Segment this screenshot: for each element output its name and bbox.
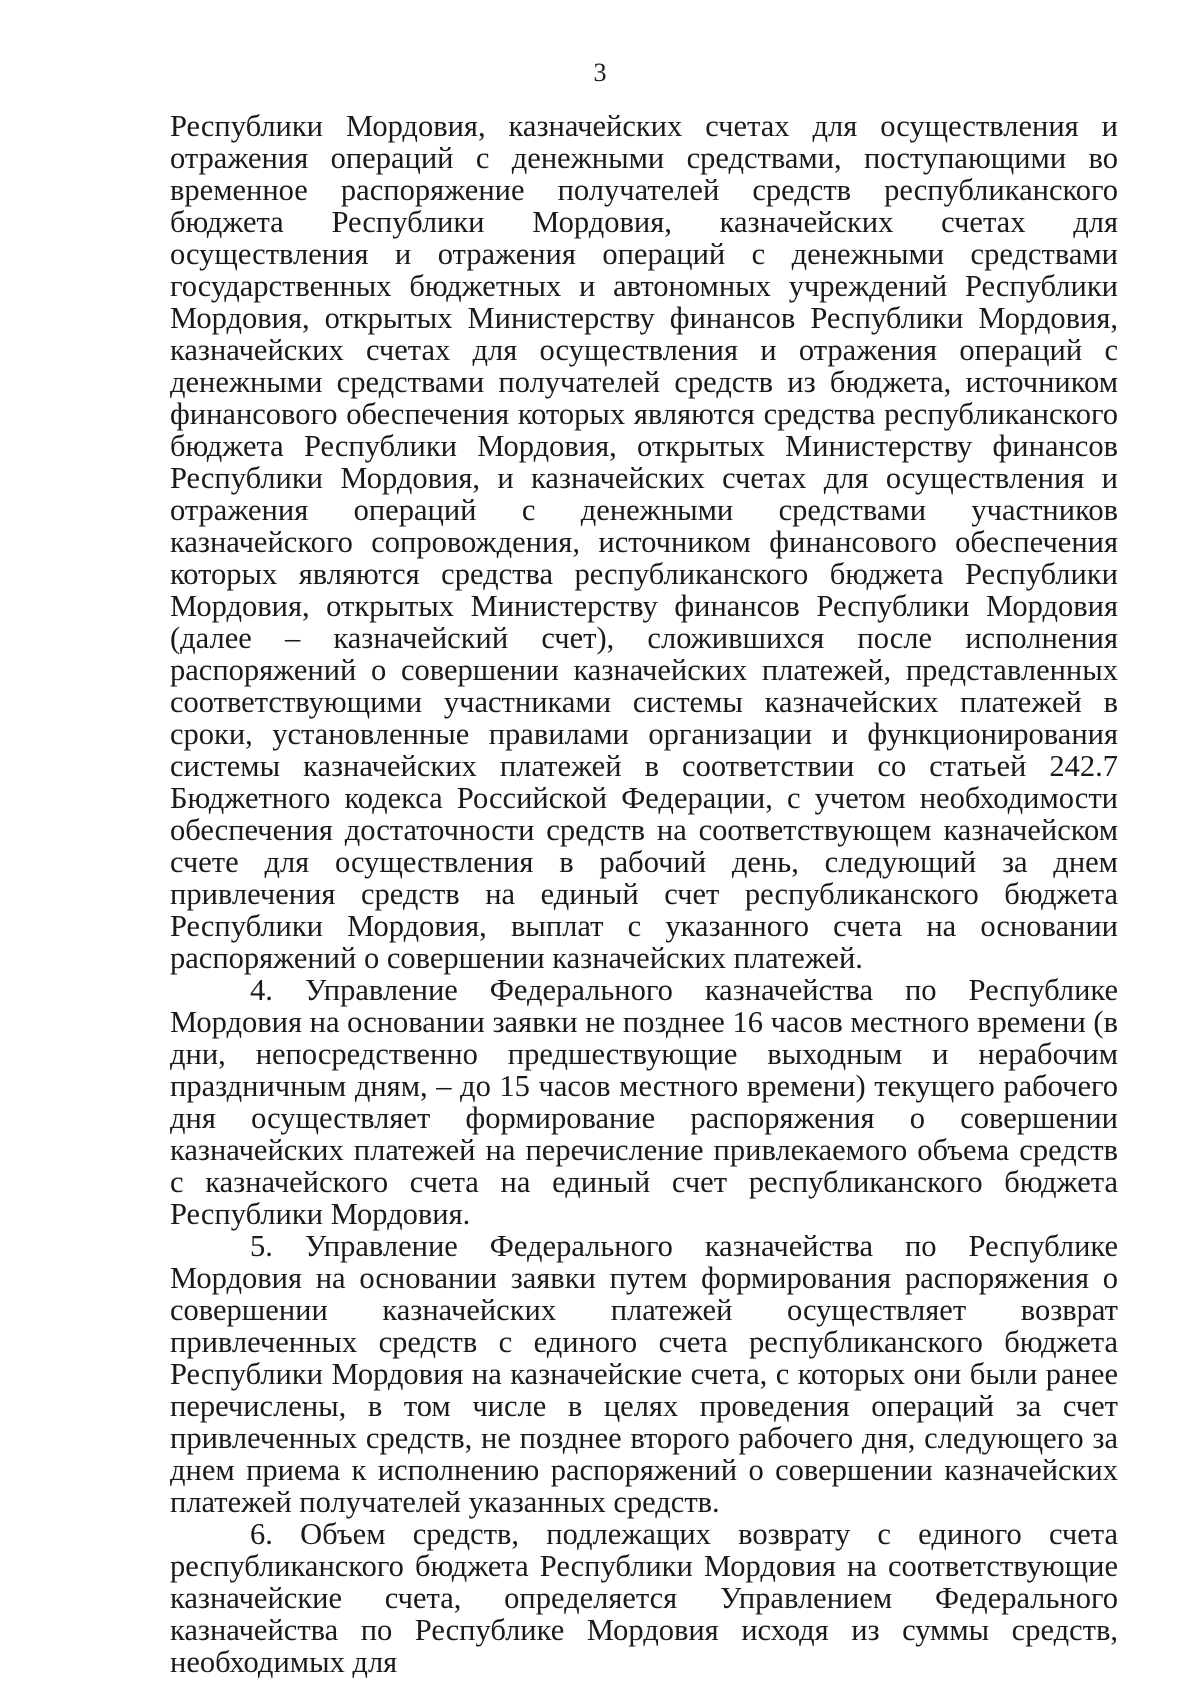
page-number: 3 [593, 58, 607, 87]
document-body [170, 110, 1118, 1678]
paragraph-item-4: 4. Управление Федерального казначейства по Республике Мордовия на основании заявки не позднее 16 часов местного времени (в дни, непосредственно предшествующие выходным и нерабочим праздничным дням, – до 15 часов местного времени) текущего рабочего дня осуществляет формирование распоряжения о совершении казначейских платежей на перечисление привлекаемого объема средств с казначейского счета на единый счет республиканского бюджета Республики Мордовия. [170, 973, 1118, 1231]
paragraph-item-6: 6. Объем средств, подлежащих возврату с единого счета республиканского бюджета Республики Мордовия на соответствующие казначейские счета, определяется Управлением Федерального казначейства по Республике Мордовия исходя из суммы средств, необходимых для [170, 1517, 1118, 1679]
paragraph-item-5: 5. Управление Федерального казначейства по Республике Мордовия на основании заявки путем формирования распоряжения о совершении казначейских платежей осуществляет возврат привлеченных средств с единого счета республиканского бюджета Республики Мордовия на казначейские счета, с которых они были ранее перечислены, в том числе в целях проведения операций за счет привлеченных средств, не позднее второго рабочего дня, следующего за днем приема к исполнению распоряжений о совершении казначейских платежей получателей указанных средств. [170, 1229, 1118, 1519]
paragraph-continuation: Республики Мордовия, казначейских счетах для осуществления и отражения операций с денежными средствами, поступающими во временное распоряжение получателей средств республиканского бюджета Республики Мордовия, казначейских счетах для осуществления и отражения операций с денежными средствами государственных бюджетных и автономных учреждений Республики Мордовия, открытых Министерству финансов Республики Мордовия, казначейских счетах для осуществления и отражения операций с денежными средствами получателей средств из бюджета, источником финансового обеспечения которых являются средства республиканского бюджета Республики Мордовия, открытых Министерству финансов Республики Мордовия, и казначейских счетах для осуществления и отражения операций с денежными средствами участников казначейского сопровождения, источником финансового обеспечения которых являются средства республиканского бюджета Республики Мордовия, открытых Министерству финансов Республики Мордовия (далее – казначейский счет), сложившихся после исполнения распоряжений о совершении казначейских платежей, представленных соответствующими участниками системы казначейских платежей в сроки, установленные правилами организации и функционирования системы казначейских платежей в соответствии со статьей 242.7 Бюджетного кодекса Российской Федерации, с учетом необходимости обеспечения достаточности средств на соответствующем казначейском счете для осуществления в рабочий день, следующий за днем привлечения средств на единый счет республиканского бюджета Республики Мордовия, выплат с указанного счета на основании распоряжений о совершении казначейских платежей. [170, 109, 1118, 975]
